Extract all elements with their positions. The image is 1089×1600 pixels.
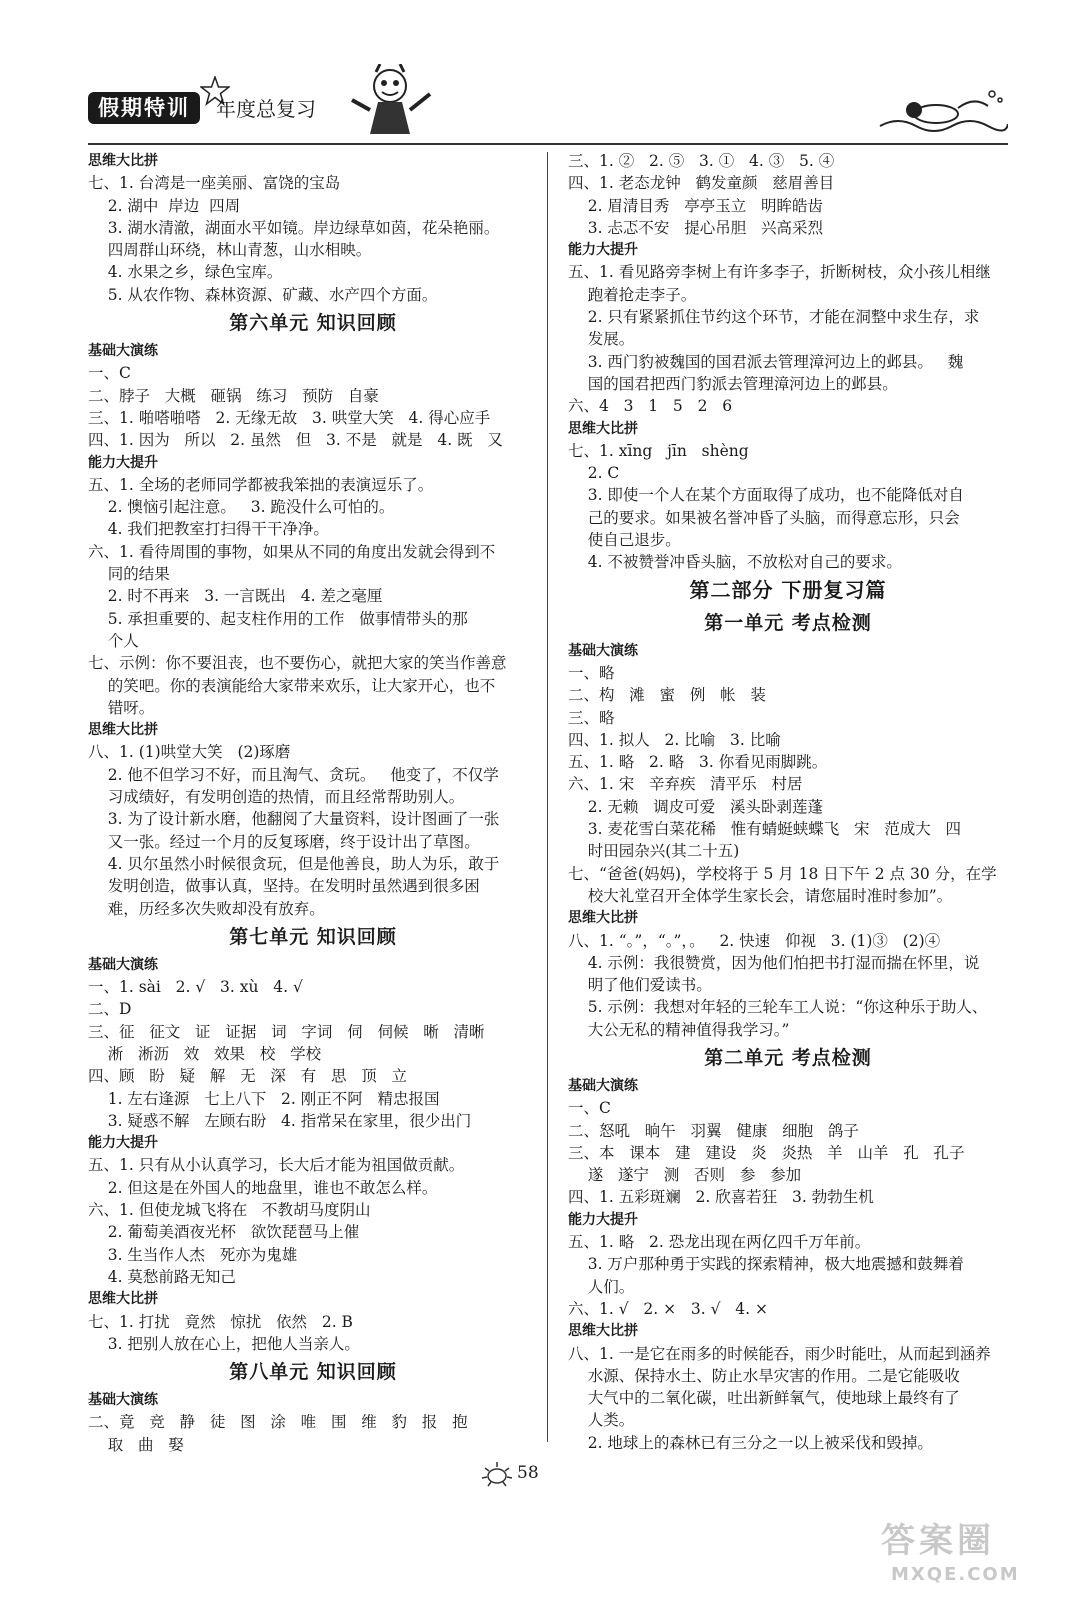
answer-line: 七、1. 台湾是一座美丽、富饶的宝岛 xyxy=(88,174,341,193)
answer-line: 五、1. 略 2. 略 3. 你看见雨脚跳。 xyxy=(568,753,828,772)
section-heading: 基础大演练 xyxy=(88,343,158,360)
answer-line: 5. 从农作物、森林资源、矿藏、水产四个方面。 xyxy=(88,285,438,304)
swimmer-decoration-icon xyxy=(878,86,1008,136)
answer-line: 六、4 3 1 5 2 6 xyxy=(568,397,733,416)
unit-title: 第一单元 考点检测 xyxy=(704,611,872,634)
answer-line: 2. 湖中 岸边 四周 xyxy=(88,196,241,215)
answer-line: 错呀。 xyxy=(88,698,155,717)
answer-line: 3. 西门豹被魏国的国君派去管理漳河边上的邺县。 魏 xyxy=(568,352,964,371)
section-heading: 能力大提升 xyxy=(568,1211,638,1228)
answer-line: 四、顾 盼 疑 解 无 深 有 思 顶 立 xyxy=(88,1067,408,1086)
section-heading: 思维大比拼 xyxy=(88,1291,158,1308)
unit-title: 第二单元 考点检测 xyxy=(704,1046,872,1069)
answer-line: 难，历经多次失败却没有放弃。 xyxy=(88,899,325,918)
answer-line: 习成绩好，有发明创造的热情，而且经常帮助别人。 xyxy=(88,788,465,807)
answer-line: 六、1. 看待周围的事物，如果从不同的角度出发就会得到不 xyxy=(88,542,496,561)
answer-line: 一、略 xyxy=(568,663,615,682)
answer-line: 跑着抢走李子。 xyxy=(568,285,697,304)
answer-line: 5. 承担重要的、起支柱作用的工作 做事情带头的那 xyxy=(88,609,468,628)
section-heading: 能力大提升 xyxy=(568,242,638,259)
answer-line: 七、1. 打扰 竟然 惊扰 依然 2. B xyxy=(88,1312,353,1331)
answer-line: 四、1. 老态龙钟 鹤发童颜 慈眉善目 xyxy=(568,174,835,193)
answer-line: 3. 湖水清澈，湖面水平如镜。岸边绿草如茵，花朵艳丽。 xyxy=(88,218,500,237)
answer-line: 3. 疑惑不解 左顾右盼 4. 指常呆在家里，很少出门 xyxy=(88,1111,472,1130)
watermark xyxy=(881,1520,1071,1590)
answer-line: 发展。 xyxy=(568,330,635,349)
answer-line: 八、1. (1)哄堂大笑 (2)琢磨 xyxy=(88,743,291,762)
answer-line: 五、1. 略 2. 恐龙出现在两亿四千万年前。 xyxy=(568,1233,871,1252)
answer-line: 二、竟 竞 静 徒 图 涂 唯 围 维 豹 报 抱 xyxy=(88,1413,468,1432)
column-divider xyxy=(547,152,548,1442)
answer-line: 己的要求。如果被名誉冲昏了头脑，而得意忘形，只会 xyxy=(568,508,960,527)
section-heading: 思维大比拼 xyxy=(88,722,158,739)
answer-line: 三、征 征文 证 证据 词 字词 伺 伺候 晰 清晰 xyxy=(88,1022,485,1041)
section-heading: 基础大演练 xyxy=(568,642,638,659)
answer-line: 2. 眉清目秀 亭亭玉立 明眸皓齿 xyxy=(568,196,823,215)
answer-line: 2. C xyxy=(568,464,620,483)
answer-line: 的笑吧。你的表演能给大家带来欢乐，让大家开心，也不 xyxy=(88,676,496,695)
answer-line: 遂 遂宁 测 否则 参 参加 xyxy=(568,1166,802,1185)
section-heading: 能力大提升 xyxy=(88,454,158,471)
section-heading: 基础大演练 xyxy=(568,1077,638,1094)
answer-line: 2. 地球上的森林已有三分之一以上被采伐和毁掉。 xyxy=(568,1433,933,1452)
section-heading: 思维大比拼 xyxy=(568,910,638,927)
section-heading: 能力大提升 xyxy=(88,1135,158,1152)
unit-title: 第七单元 知识回顾 xyxy=(229,925,397,948)
answer-line: 2. 只有紧紧抓住节约这个环节，才能在洞整中求生存，求 xyxy=(568,308,980,327)
answer-line: 八、1. 一是它在雨多的时候能吞，雨少时能吐，从而起到涵养 xyxy=(568,1344,991,1363)
watermark-text: 答案圈 xyxy=(881,1521,995,1561)
answer-line: 4. 莫愁前路无知己 xyxy=(88,1267,236,1286)
left-column xyxy=(88,150,538,1456)
answer-line: 二、脖子 大概 砸锅 练习 预防 自豪 xyxy=(88,386,379,405)
answer-line: 一、C xyxy=(568,1099,611,1118)
answer-line: 明了他们爱读书。 xyxy=(568,976,712,995)
answer-line: 2. 懊恼引起注意。 3. 跪没什么可怕的。 xyxy=(88,498,395,517)
answer-line: 一、1. sài 2. √ 3. xù 4. √ xyxy=(88,978,303,997)
answer-line: 个人 xyxy=(88,631,139,650)
answer-line: 发明创造，做事认真，坚持。在发明时虽然遇到很多困 xyxy=(88,877,480,896)
answer-line: 人类。 xyxy=(568,1411,635,1430)
answer-line: 水源、保持水土、防止水旱灾害的作用。二是它能吸收 xyxy=(568,1366,960,1385)
sun-icon xyxy=(480,1458,514,1488)
answer-line: 五、1. 只有从小认真学习，长大后才能为祖国做贡献。 xyxy=(88,1156,465,1175)
answer-line: 4. 不被赞誉冲昏头脑，不放松对自己的要求。 xyxy=(568,553,902,572)
answer-line: 2. 葡萄美酒夜光杯 欲饮琵琶马上催 xyxy=(88,1223,360,1242)
answer-line: 3. 万户那种勇于实践的探索精神，极大地震撼和鼓舞着 xyxy=(568,1255,964,1274)
section-heading: 基础大演练 xyxy=(88,1392,158,1409)
answer-line: 2. 但这是在外国人的地盘里，谁也不敢怎么样。 xyxy=(88,1178,438,1197)
answer-line: 又一张。经过一个月的反复琢磨，终于设计出了草图。 xyxy=(88,832,480,851)
answer-line: 四、1. 五彩斑斓 2. 欣喜若狂 3. 勃勃生机 xyxy=(568,1188,874,1207)
answer-line: 六、1. 宋 辛弃疾 清平乐 村居 xyxy=(568,775,803,794)
answer-line: 一、C xyxy=(88,364,131,383)
section-heading: 思维大比拼 xyxy=(568,420,638,437)
answer-line: 3. 即使一个人在某个方面取得了成功，也不能降低对自 xyxy=(568,486,964,505)
answer-line: 4. 水果之乡，绿色宝库。 xyxy=(88,263,283,282)
answer-line: 二、怒吼 晌午 羽翼 健康 细胞 鸽子 xyxy=(568,1121,859,1140)
answer-line: 八、1. “。”，“。”，。 2. 快速 仰视 3. (1)③ (2)④ xyxy=(568,931,941,950)
answer-line: 3. 生当作人杰 死亦为鬼雄 xyxy=(88,1245,298,1264)
answer-line: 4. 贝尔虽然小时候很贪玩，但是他善良，助人为乐，敢于 xyxy=(88,854,500,873)
answer-line: 2. 无赖 调皮可爱 溪头卧剥莲蓬 xyxy=(568,797,823,816)
answer-line: 七、示例：你不要沮丧，也不要伤心，就把大家的笑当作善意 xyxy=(88,654,507,673)
answer-line: 1. 左右逢源 七上八下 2. 刚正不阿 精忠报国 xyxy=(88,1089,440,1108)
unit-title: 第八单元 知识回顾 xyxy=(229,1361,397,1384)
page-header xyxy=(88,64,1008,144)
answer-line: 七、1. xīng jīn shèng xyxy=(568,441,749,460)
answer-line: 六、1. √ 2. × 3. √ 4. × xyxy=(568,1299,768,1318)
answer-line: 时田园杂兴(其二十五) xyxy=(568,842,740,861)
watermark-url: MXQE.COM xyxy=(891,1564,1020,1585)
answer-line: 人们。 xyxy=(568,1277,635,1296)
answer-line: 四、1. 拟人 2. 比喻 3. 比喻 xyxy=(568,730,781,749)
answer-line: 同的结果 xyxy=(88,565,170,584)
answer-line: 5. 示例：我想对年轻的三轮车工人说：“你这种乐于助人、 xyxy=(568,998,988,1017)
answer-line: 3. 麦花雪白菜花稀 惟有蜻蜓蛱蝶飞 宋 范成大 四 xyxy=(568,820,962,839)
answer-line: 4. 我们把教室打扫得干干净净。 xyxy=(88,520,329,539)
answer-line: 3. 为了设计新水磨，他翻阅了大量资料，设计图画了一张 xyxy=(88,810,500,829)
page-number: 58 xyxy=(517,1463,539,1483)
section-heading: 思维大比拼 xyxy=(568,1323,638,1340)
answer-line: 二、构 滩 蜜 例 帐 装 xyxy=(568,686,766,705)
page-footer xyxy=(480,1458,580,1488)
answer-line: 3. 忐忑不安 提心吊胆 兴高采烈 xyxy=(568,218,823,237)
section-heading: 基础大演练 xyxy=(88,956,158,973)
answer-line: 3. 把别人放在心上，把他人当亲人。 xyxy=(88,1334,360,1353)
answer-line: 五、1. 全场的老师同学都被我笨拙的表演逗乐了。 xyxy=(88,475,434,494)
answer-line: 四、1. 因为 所以 2. 虽然 但 3. 不是 就是 4. 既 又 xyxy=(88,431,503,450)
answer-line: 三、略 xyxy=(568,708,615,727)
answer-line: 三、本 课本 建 建设 炎 炎热 羊 山羊 孔 孔子 xyxy=(568,1143,965,1162)
answer-line: 2. 时不再来 3. 一言既出 4. 差之毫厘 xyxy=(88,587,383,606)
answer-line: 三、1. ② 2. ⑤ 3. ① 4. ③ 5. ④ xyxy=(568,152,835,170)
part-title: 第二部分 下册复习篇 xyxy=(689,577,887,602)
answer-line: 七、“爸爸(妈妈)，学校将于 5 月 18 日下午 2 点 30 分，在学 xyxy=(568,864,997,883)
unit-title: 第六单元 知识回顾 xyxy=(229,312,397,335)
answer-line: 四周群山环绕，林山青葱，山水相映。 xyxy=(88,241,372,260)
answer-line: 使自己退步。 xyxy=(568,531,681,550)
header-rule xyxy=(88,143,1008,145)
answer-line: 六、1. 但使龙城飞将在 不教胡马度阴山 xyxy=(88,1201,371,1220)
answer-line: 二、D xyxy=(88,1000,132,1019)
answer-line: 国的国君把西门豹派去管理漳河边上的邺县。 xyxy=(568,374,898,393)
answer-line: 取 曲 娶 xyxy=(88,1435,184,1454)
answer-line: 大公无私的精神值得我学习。” xyxy=(568,1020,790,1039)
answer-line: 五、1. 看见路旁李树上有许多李子，折断树枝，众小孩儿相继 xyxy=(568,263,991,282)
answer-line: 校大礼堂召开全体学生家长会，请您届时准时参加”。 xyxy=(568,886,953,905)
brand-title: 假期特训 xyxy=(88,92,200,124)
answer-line: 三、1. 啪嗒啪嗒 2. 无缘无故 3. 哄堂大笑 4. 得心应手 xyxy=(88,408,491,427)
answer-line: 2. 他不但学习不好，而且淘气、贪玩。 他变了，不仅学 xyxy=(88,765,499,784)
answer-line: 4. 示例：我很赞赏，因为他们怕把书打湿而揣在怀里，说 xyxy=(568,953,980,972)
answer-line: 大气中的二氧化碳，吐出新鲜氧气，使地球上最终有了 xyxy=(568,1389,960,1408)
mascot-icon xyxy=(340,64,440,138)
section-heading: 思维大比拼 xyxy=(88,153,158,169)
right-column xyxy=(568,150,1008,1454)
brand-subtitle: 年度总复习 xyxy=(216,97,316,121)
answer-line: 淅 淅沥 效 效果 校 学校 xyxy=(88,1044,322,1063)
